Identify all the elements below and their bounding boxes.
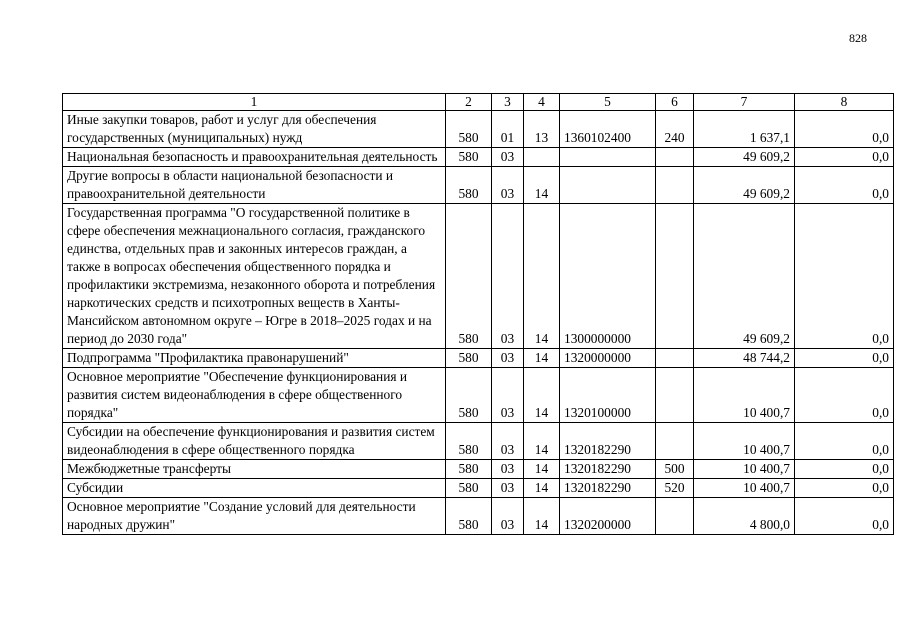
- row-code-5: 1320100000: [560, 368, 656, 423]
- row-code-6: [656, 368, 694, 423]
- row-code-3: 03: [492, 498, 524, 535]
- row-name: Субсидии: [63, 479, 446, 498]
- row-name: Межбюджетные трансферты: [63, 460, 446, 479]
- row-code-2: 580: [446, 167, 492, 204]
- row-code-3: 01: [492, 111, 524, 148]
- row-code-6: [656, 423, 694, 460]
- row-amount-8: 0,0: [795, 148, 894, 167]
- table-row: [63, 111, 894, 148]
- row-code-4: 14: [524, 349, 560, 368]
- row-code-4: [524, 148, 560, 167]
- row-code-4: 14: [524, 368, 560, 423]
- row-amount-7: 49 609,2: [694, 148, 795, 167]
- row-code-2: 580: [446, 349, 492, 368]
- row-code-2: 580: [446, 460, 492, 479]
- page-number: 828: [849, 31, 867, 45]
- row-code-3: 03: [492, 167, 524, 204]
- row-code-3: 03: [492, 204, 524, 349]
- row-amount-7: 10 400,7: [694, 479, 795, 498]
- row-code-3: 03: [492, 460, 524, 479]
- row-amount-8: 0,0: [795, 460, 894, 479]
- row-name: Подпрограмма "Профилактика правонарушений": [63, 349, 446, 368]
- row-code-4: 14: [524, 498, 560, 535]
- table-row: [63, 204, 894, 349]
- row-code-5: [560, 148, 656, 167]
- row-amount-7: 49 609,2: [694, 167, 795, 204]
- row-amount-7: 48 744,2: [694, 349, 795, 368]
- row-name: Национальная безопасность и правоохранительная деятельность: [63, 148, 446, 167]
- header-row: [63, 94, 894, 111]
- row-code-5: 1360102400: [560, 111, 656, 148]
- row-code-2: 580: [446, 111, 492, 148]
- row-code-2: 580: [446, 479, 492, 498]
- row-code-2: 580: [446, 204, 492, 349]
- row-code-4: 13: [524, 111, 560, 148]
- row-code-5: 1300000000: [560, 204, 656, 349]
- table-row: [63, 148, 894, 167]
- row-code-5: 1320182290: [560, 423, 656, 460]
- row-code-2: 580: [446, 423, 492, 460]
- row-code-3: 03: [492, 368, 524, 423]
- row-amount-8: 0,0: [795, 498, 894, 535]
- row-name: Другие вопросы в области национальной безопасности и правоохранительной деятельности: [63, 167, 446, 204]
- row-code-4: 14: [524, 460, 560, 479]
- row-code-3: 03: [492, 479, 524, 498]
- table-row: [63, 479, 894, 498]
- row-code-4: 14: [524, 204, 560, 349]
- column-header: 7: [694, 94, 795, 111]
- row-amount-7: 10 400,7: [694, 460, 795, 479]
- row-amount-8: 0,0: [795, 349, 894, 368]
- row-code-6: [656, 498, 694, 535]
- row-code-3: 03: [492, 349, 524, 368]
- column-header: 3: [492, 94, 524, 111]
- row-name: Субсидии на обеспечение функционирования и развития систем видеонаблюдения в сфере общественного порядка: [63, 423, 446, 460]
- row-amount-8: 0,0: [795, 368, 894, 423]
- row-code-3: 03: [492, 148, 524, 167]
- row-code-5: 1320200000: [560, 498, 656, 535]
- row-amount-7: 10 400,7: [694, 368, 795, 423]
- row-name: Иные закупки товаров, работ и услуг для обеспечения государственных (муниципальных) нужд: [63, 111, 446, 148]
- row-amount-7: 10 400,7: [694, 423, 795, 460]
- row-code-6: [656, 349, 694, 368]
- column-header: 1: [63, 94, 446, 111]
- row-amount-7: 49 609,2: [694, 204, 795, 349]
- row-code-5: [560, 167, 656, 204]
- row-code-6: 240: [656, 111, 694, 148]
- table-row: [63, 368, 894, 423]
- row-amount-8: 0,0: [795, 423, 894, 460]
- row-code-6: [656, 204, 694, 349]
- row-code-4: 14: [524, 423, 560, 460]
- column-header: 5: [560, 94, 656, 111]
- row-code-2: 580: [446, 148, 492, 167]
- row-amount-7: 4 800,0: [694, 498, 795, 535]
- table-row: [63, 460, 894, 479]
- row-name: Основное мероприятие "Обеспечение функционирования и развития систем видеонаблюдения в сфере общественного порядка": [63, 368, 446, 423]
- row-amount-8: 0,0: [795, 167, 894, 204]
- row-name: Государственная программа "О государственной политике в сфере обеспечения межнационального согласия, гражданского единства, отдельных прав и законных интересов граждан, а также в вопросах обеспечения общественного порядка и профилактики экстремизма, незаконного оборота и потребления наркотических средств и психотропных веществ в Ханты-Мансийском автономном округе – Югре в 2018–2025 годах и на период до 2030 года": [63, 204, 446, 349]
- row-code-5: 1320000000: [560, 349, 656, 368]
- row-amount-8: 0,0: [795, 111, 894, 148]
- table-row: [63, 349, 894, 368]
- row-name: Основное мероприятие "Создание условий для деятельности народных дружин": [63, 498, 446, 535]
- budget-table: [62, 93, 894, 535]
- row-code-6: [656, 148, 694, 167]
- row-amount-8: 0,0: [795, 204, 894, 349]
- row-code-5: 1320182290: [560, 479, 656, 498]
- column-header: 8: [795, 94, 894, 111]
- table-row: [63, 423, 894, 460]
- row-code-4: 14: [524, 167, 560, 204]
- column-header: 2: [446, 94, 492, 111]
- table-row: [63, 498, 894, 535]
- table-row: [63, 167, 894, 204]
- row-amount-7: 1 637,1: [694, 111, 795, 148]
- row-code-5: 1320182290: [560, 460, 656, 479]
- row-code-6: [656, 167, 694, 204]
- row-code-4: 14: [524, 479, 560, 498]
- row-code-3: 03: [492, 423, 524, 460]
- row-code-6: 500: [656, 460, 694, 479]
- row-code-2: 580: [446, 368, 492, 423]
- row-amount-8: 0,0: [795, 479, 894, 498]
- column-header: 4: [524, 94, 560, 111]
- row-code-2: 580: [446, 498, 492, 535]
- column-header: 6: [656, 94, 694, 111]
- row-code-6: 520: [656, 479, 694, 498]
